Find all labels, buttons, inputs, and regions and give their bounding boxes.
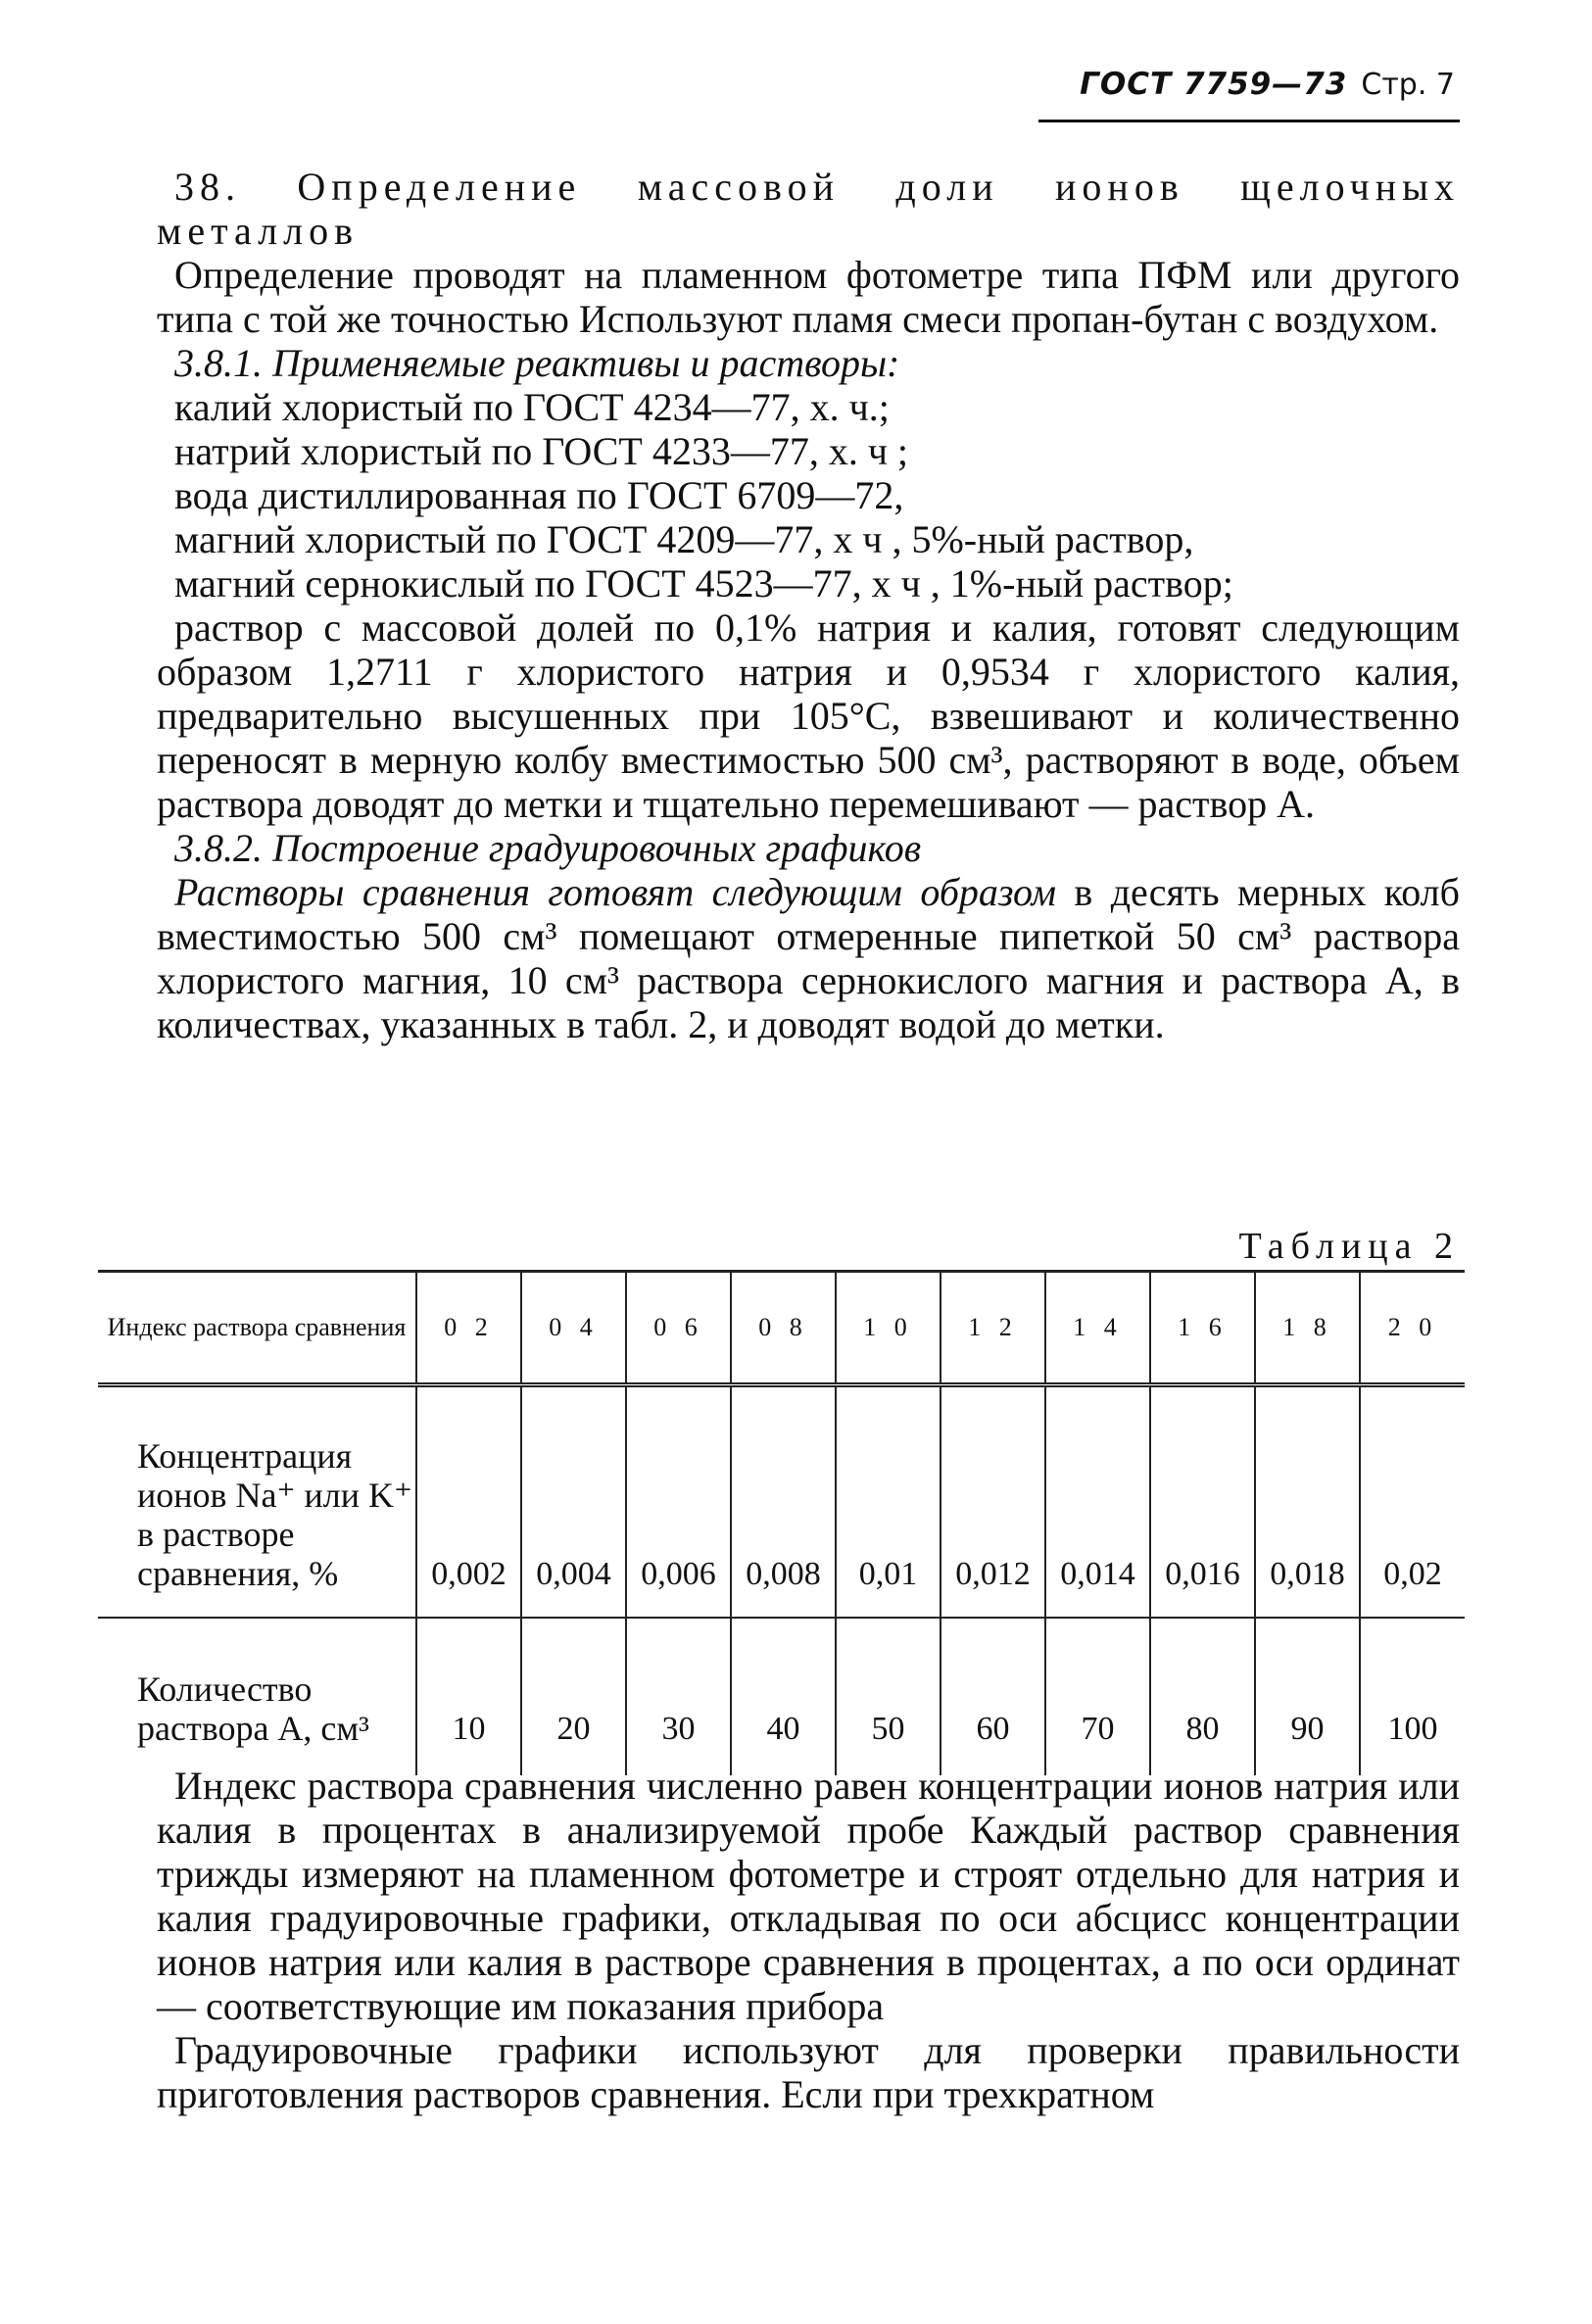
solution-a-text: раствор с массовой долей по 0,1% натрия и калия, готовят следующим образом 1,2711 г хлористого натрия и 0,9534 г хлористого калия, предварительно высушенных при 105°С, взвешивают и количественно переносят в мерную колбу вместимостью 500 см³, растворяют в воде, объем раствора доводят до метки и тщательно перемешивают — раствор А.: [157, 605, 1460, 826]
table-cell: 1 4: [1045, 1273, 1150, 1385]
table-row: [98, 1273, 1465, 1385]
table-cell: 50: [836, 1618, 941, 1775]
section-382-text: [157, 870, 1460, 1046]
table-cell: 0 4: [521, 1273, 626, 1385]
table-cell: 60: [941, 1618, 1045, 1775]
table-cell: 0,006: [626, 1385, 731, 1619]
row-label: Количество раствора А, см³: [137, 1670, 369, 1748]
table-cell: 0,012: [941, 1385, 1045, 1619]
table-cell: 90: [1255, 1618, 1360, 1775]
table-cell: 80: [1150, 1618, 1255, 1775]
reagent-item: натрий хлористый по ГОСТ 4233—77, х. ч ;: [174, 429, 909, 473]
section-382-italic: Растворы сравнения готовят следующим образом: [174, 870, 1057, 914]
page-number: Стр. 7: [1361, 68, 1455, 102]
table-cell: 70: [1045, 1618, 1150, 1775]
header-rule: [1038, 120, 1460, 122]
table-cell: 0,014: [1045, 1385, 1150, 1619]
section-382-title: 3.8.2. Построение градуировочных графиков: [174, 826, 922, 870]
table-cell: 0 8: [731, 1273, 836, 1385]
after-table-block: [157, 1764, 1460, 2116]
table-cell: 100: [1360, 1618, 1465, 1775]
index-explanation: Индекс раствора сравнения численно равен концентрации ионов натрия или калия в процентах в анализируемой пробе Каждый раствор сравнения трижды измеряют на пламенном фотометре и строят отдельно для натрия и калия градуировочные графики, откладывая по оси абсцисс концентрации ионов натрия или калия в растворе сравнения в процентах, а по оси ординат — соответствующие им показания прибора: [157, 1764, 1460, 2028]
table-cell: 0,008: [731, 1385, 836, 1619]
calibration-usage: Градуировочные графики используют для проверки правильности приготовления растворов сравнения. Если при трехкратном: [157, 2028, 1460, 2116]
table-2: [98, 1270, 1465, 1775]
table-cell: 0,01: [836, 1385, 941, 1619]
table-cell: 0,02: [1360, 1385, 1465, 1619]
section-38-block: [157, 165, 1460, 1046]
section-382-rest: в десять мерных колб вместимостью 500 см³ помещают отмеренные пипеткой 50 см³ раствора хлористого магния, 10 см³ раствора сернокислого магния и раствора А, в количествах, указанных в табл. 2, и доводят водой до метки.: [157, 870, 1460, 1046]
table-cell: 0,018: [1255, 1385, 1360, 1619]
table-cell: 1 6: [1150, 1273, 1255, 1385]
table-row: [98, 1618, 1465, 1775]
reagent-item: магний хлористый по ГОСТ 4209—77, х ч , 5%-ный раствор,: [174, 517, 1194, 561]
table-row: [98, 1385, 1465, 1619]
standard-number: ГОСТ 7759—73: [1080, 67, 1348, 102]
row-label: Концентрация ионов Na⁺ или K⁺ в растворе сравнения, %: [98, 1385, 416, 1619]
table-cell: 10: [416, 1618, 521, 1775]
table-cell: 1 2: [941, 1273, 1045, 1385]
row-label: Индекс раствора сравнения: [98, 1273, 416, 1385]
page-header: [1080, 67, 1455, 102]
table-cell: 0,004: [521, 1385, 626, 1619]
table-cell: 1 8: [1255, 1273, 1360, 1385]
section-381-title: 3.8.1. Применяемые реактивы и растворы:: [174, 341, 900, 385]
table-cell: 2 0: [1360, 1273, 1465, 1385]
table-cell: 0,016: [1150, 1385, 1255, 1619]
table-cell: 40: [731, 1618, 836, 1775]
reagent-item: калий хлористый по ГОСТ 4234—77, х. ч.;: [174, 385, 890, 429]
table-cell: 0,002: [416, 1385, 521, 1619]
section-38-text: Определение проводят на пламенном фотометре типа ПФМ или другого типа с той же точностью Используют пламя смеси пропан-бутан с воздухом.: [157, 253, 1460, 341]
table-cell: 30: [626, 1618, 731, 1775]
table-caption: Таблица 2: [1238, 1226, 1460, 1267]
section-38-title: 38. Определение массовой доли ионов щелочных металлов: [157, 165, 1460, 253]
table-cell: 20: [521, 1618, 626, 1775]
reagent-item: магний сернокислый по ГОСТ 4523—77, х ч , 1%-ный раствор;: [174, 561, 1233, 605]
reagent-item: вода дистиллированная по ГОСТ 6709—72,: [174, 473, 904, 517]
table-cell: 0 2: [416, 1273, 521, 1385]
table-cell: 1 0: [836, 1273, 941, 1385]
table-cell: 0 6: [626, 1273, 731, 1385]
